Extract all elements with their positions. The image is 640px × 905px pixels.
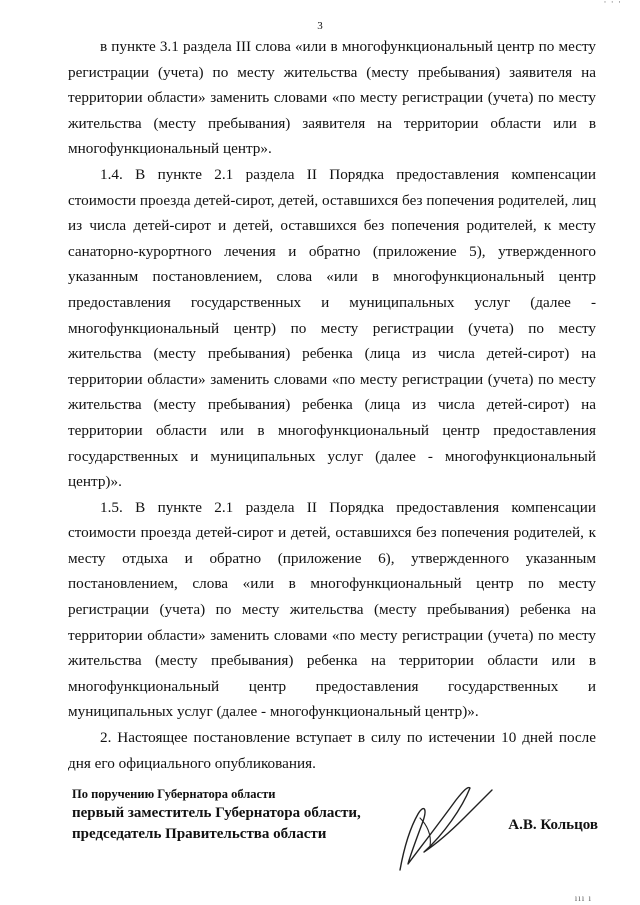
corner-mark-bottom: ııı ı xyxy=(574,893,592,903)
signer-name: А.В. Кольцов xyxy=(508,817,598,833)
paragraph-1-4: 1.4. В пункте 2.1 раздела II Порядка предоставления компенсации стоимости проезда детей-сирот, детей, оставшихся без попечения родителей, лиц из числа детей-сирот и детей, оставшихся без попечения родителей, к месту санаторно-курортного лечения и обратно (приложение 5), утвержденного указанным постановлением, слова «или в многофункциональный центр предоставления государственных и муниципальных услуг (далее - многофункциональный центр) по месту регистрации (учета) по месту жительства (месту пребывания) ребенка (лица из числа детей-сирот) на территории области» заменить словами «по месту регистрации (учета) по месту жительства (месту пребывания) ребенка (лица из числа детей-сирот) на территории области или в многофункциональный центр предоставления государственных и муниципальных услуг (далее - многофункциональный центр)». xyxy=(68,165,596,491)
signature-block xyxy=(72,785,600,845)
paragraph-2: 2. Настоящее постановление вступает в силу по истечении 10 дней после дня его официального опубликования. xyxy=(68,729,596,772)
page-number: 3 xyxy=(317,20,323,32)
sign-position-line-1: первый заместитель Губернатора области, xyxy=(72,805,361,821)
sign-authority-line: По поручению Губернатора области xyxy=(72,787,276,801)
corner-mark-top: · · · xyxy=(603,0,622,7)
paragraph-1-5: 1.5. В пункте 2.1 раздела II Порядка предоставления компенсации стоимости проезда детей-сирот и детей, оставшихся без попечения родителей, к месту отдыха и обратно (приложение 6), утвержденного указанным постановлением, слова «или в многофункциональный центр по месту регистрации (учета) по месту жительства (месту пребывания) ребенка на территории области» заменить словами «по месту регистрации (учета) по месту жительства (месту пребывания) ребенка на территории области или в многофункциональный центр предоставления государственных и муниципальных услуг (далее - многофункциональный центр)». xyxy=(68,498,596,721)
document-body xyxy=(68,34,596,776)
sign-position-line-2: председатель Правительства области xyxy=(72,826,327,842)
paragraph-continuation: в пункте 3.1 раздела III слова «или в многофункциональный центр по месту регистрации (учета) по месту жительства (месту пребывания) заявителя на территории области» заменить словами «по месту регистрации (учета) по месту жительства (месту пребывания) заявителя на территории области или в многофункциональный центр». xyxy=(68,38,596,158)
handwritten-signature-icon xyxy=(380,778,500,878)
